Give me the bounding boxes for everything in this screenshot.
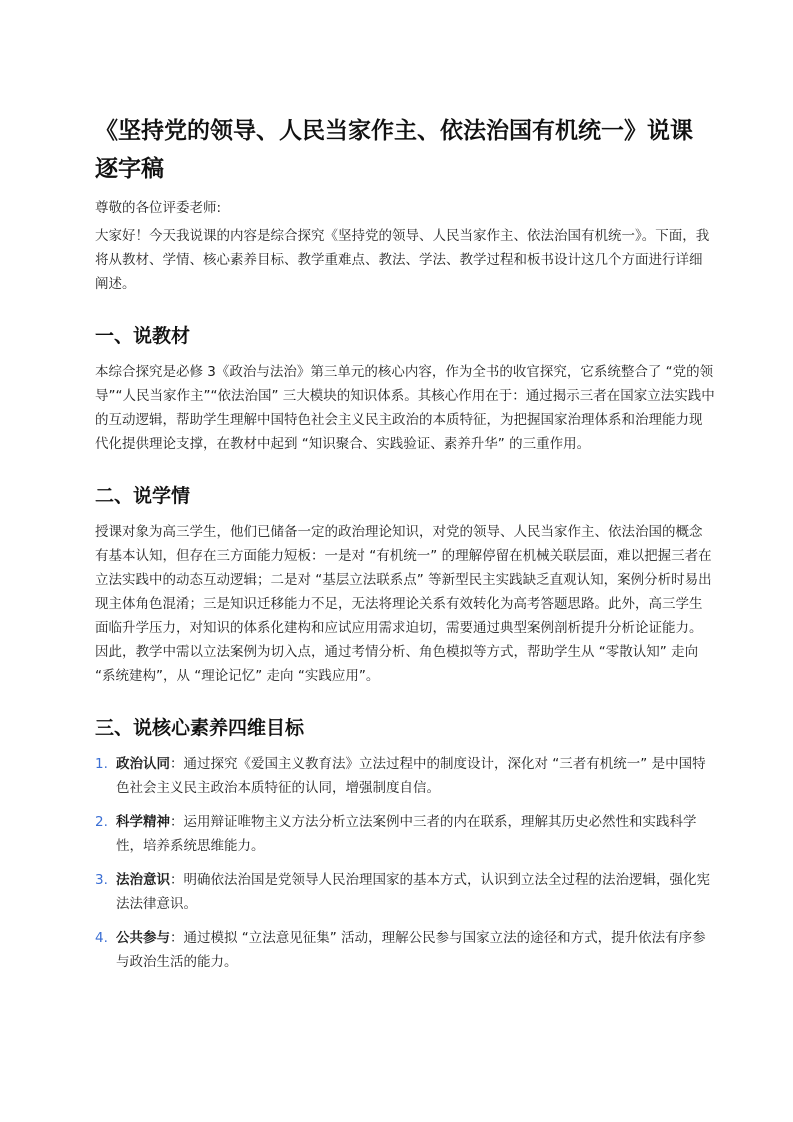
document-title: 《坚持党的领导、人民当家作主、依法治国有机统一》说课逐字稿	[95, 118, 693, 182]
section-heading-textbook: 一、说教材	[95, 325, 191, 347]
goal-text: 运用辩证唯物主义方法分析立法案例中三者的内在联系，理解其历史必然性和实践科学性，培养系统思维能力。	[116, 814, 697, 854]
goal-text: 通过模拟 “立法意见征集” 活动，理解公民参与国家立法的途径和方式，提升依法有序参与政治生活的能力。	[116, 930, 706, 970]
goal-text: 通过探究《爱国主义教育法》立法过程中的制度设计，深化对 “三者有机统一” 是中国特色社会主义民主政治本质特征的认同，增强制度自信。	[116, 756, 706, 796]
list-item-number: 1.	[95, 756, 108, 772]
list-item-number: 2.	[95, 814, 108, 830]
intro-paragraph: 大家好！今天我说课的内容是综合探究《坚持党的领导、人民当家作主、依法治国有机统一》。下面，我将从教材、学情、核心素养目标、教学重难点、教法、学法、教学过程和板书设计这几个方面进行详细阐述。	[95, 228, 710, 292]
goal-name: 法治意识	[116, 872, 170, 888]
goal-separator: ：	[170, 814, 184, 830]
goal-separator: ：	[170, 872, 184, 888]
salutation: 尊敬的各位评委老师:	[95, 200, 222, 216]
goal-name: 公共参与	[116, 930, 170, 946]
goal-separator: ：	[170, 756, 184, 772]
goal-text: 明确依法治国是党领导人民治理国家的基本方式，认识到立法全过程的法治逻辑，强化宪法法律意识。	[116, 872, 710, 912]
goal-name: 科学精神	[116, 814, 170, 830]
list-item-number: 3.	[95, 872, 108, 888]
goal-separator: ：	[170, 930, 184, 946]
section-heading-students: 二、说学情	[95, 485, 191, 507]
core-literacy-goal-list	[95, 752, 715, 974]
list-item-number: 4.	[95, 930, 108, 946]
goal-name: 政治认同	[116, 756, 170, 772]
document-page	[95, 112, 715, 984]
list-item	[95, 868, 715, 916]
section-body-students: 授课对象为高三学生，他们已储备一定的政治理论知识，对党的领导、人民当家作主、依法治国的概念有基本认知，但存在三方面能力短板：一是对 “有机统一” 的理解停留在机械关联层面，难以把握三者在立法实践中的动态互动逻辑；二是对 “基层立法联系点” 等新型民主实践缺乏直观认知，案例分析时易出现主体角色混淆；三是知识迁移能力不足，无法将理论关系有效转化为高考答题思路。此外，高三学生面临升学压力，对知识的体系化建构和应试应用需求迫切，需要通过典型案例剖析提升分析论证能力。因此，教学中需以立法案例为切入点，通过考情分析、角色模拟等方式，帮助学生从 “零散认知” 走向 “系统建构”，从 “理论记忆” 走向 “实践应用”。	[95, 524, 712, 684]
list-item	[95, 752, 715, 800]
list-item	[95, 810, 715, 858]
list-item	[95, 926, 715, 974]
section-body-textbook: 本综合探究是必修 3《政治与法治》第三单元的核心内容，作为全书的收官探究，它系统整合了 “党的领导”“人民当家作主”“依法治国” 三大模块的知识体系。其核心作用在于：通过揭示三者在国家立法实践中的互动逻辑，帮助学生理解中国特色社会主义民主政治的本质特征，为把握国家治理体系和治理能力现代化提供理论支撑，在教材中起到 “知识聚合、实践验证、素养升华” 的三重作用。	[95, 364, 715, 452]
section-heading-core-literacy: 三、说核心素养四维目标	[95, 717, 305, 739]
